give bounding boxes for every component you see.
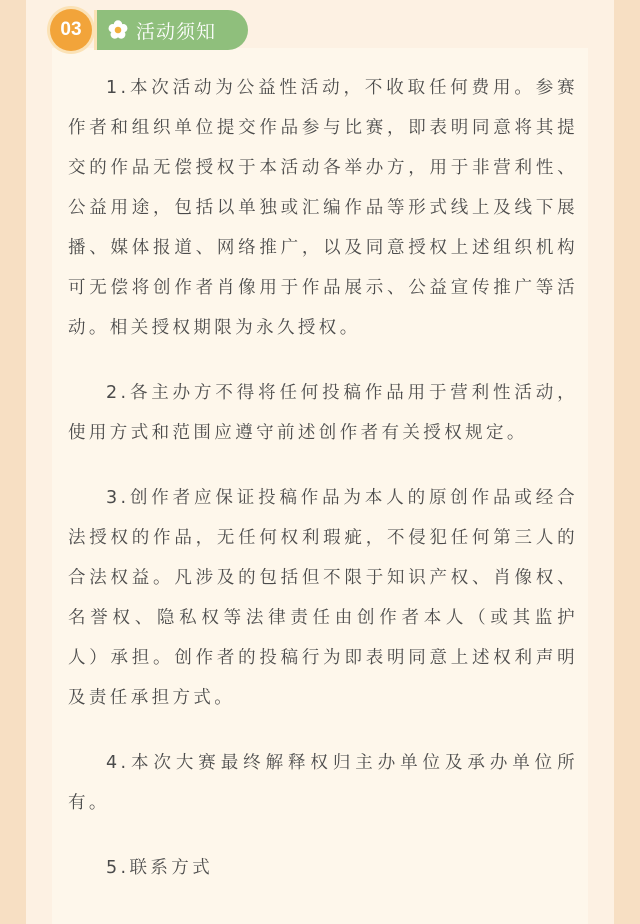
notice-paragraph-5: 5.联系方式 <box>106 858 214 878</box>
left-side-strip <box>0 0 26 924</box>
flower-icon <box>107 19 129 41</box>
notice-paragraph-3: 3.创作者应保证投稿作品为本人的原创作品或经合法授权的作品，无任何权利瑕疵，不侵犯任何第三人的合法权益。凡涉及的包括但不限于知识产权、肖像权、名誉权、隐私权等法律责任由创作者本人（或其监护人）承担。创作者的投稿行为即表明同意上述权利声明及责任承担方式。 <box>68 488 578 708</box>
notice-content <box>68 68 578 913</box>
section-number-badge: 03 <box>50 9 92 51</box>
section-title: 活动须知 <box>136 20 217 43</box>
notice-paragraph-2: 2.各主办方不得将任何投稿作品用于营利性活动，使用方式和范围应遵守前述创作者有关授权规定。 <box>68 383 578 443</box>
section-title-pill <box>94 10 248 50</box>
right-side-strip <box>614 0 640 924</box>
notice-paragraph-4: 4.本次大赛最终解释权归主办单位及承办单位所有。 <box>68 753 578 813</box>
notice-paragraph-1: 1.本次活动为公益性活动，不收取任何费用。参赛作者和组织单位提交作品参与比赛，即表明同意将其提交的作品无偿授权于本活动各举办方，用于非营利性、公益用途，包括以单独或汇编作品等形式线上及线下展播、媒体报道、网络推广，以及同意授权上述组织机构可无偿将创作者肖像用于作品展示、公益宣传推广等活动。相关授权期限为永久授权。 <box>68 78 578 338</box>
